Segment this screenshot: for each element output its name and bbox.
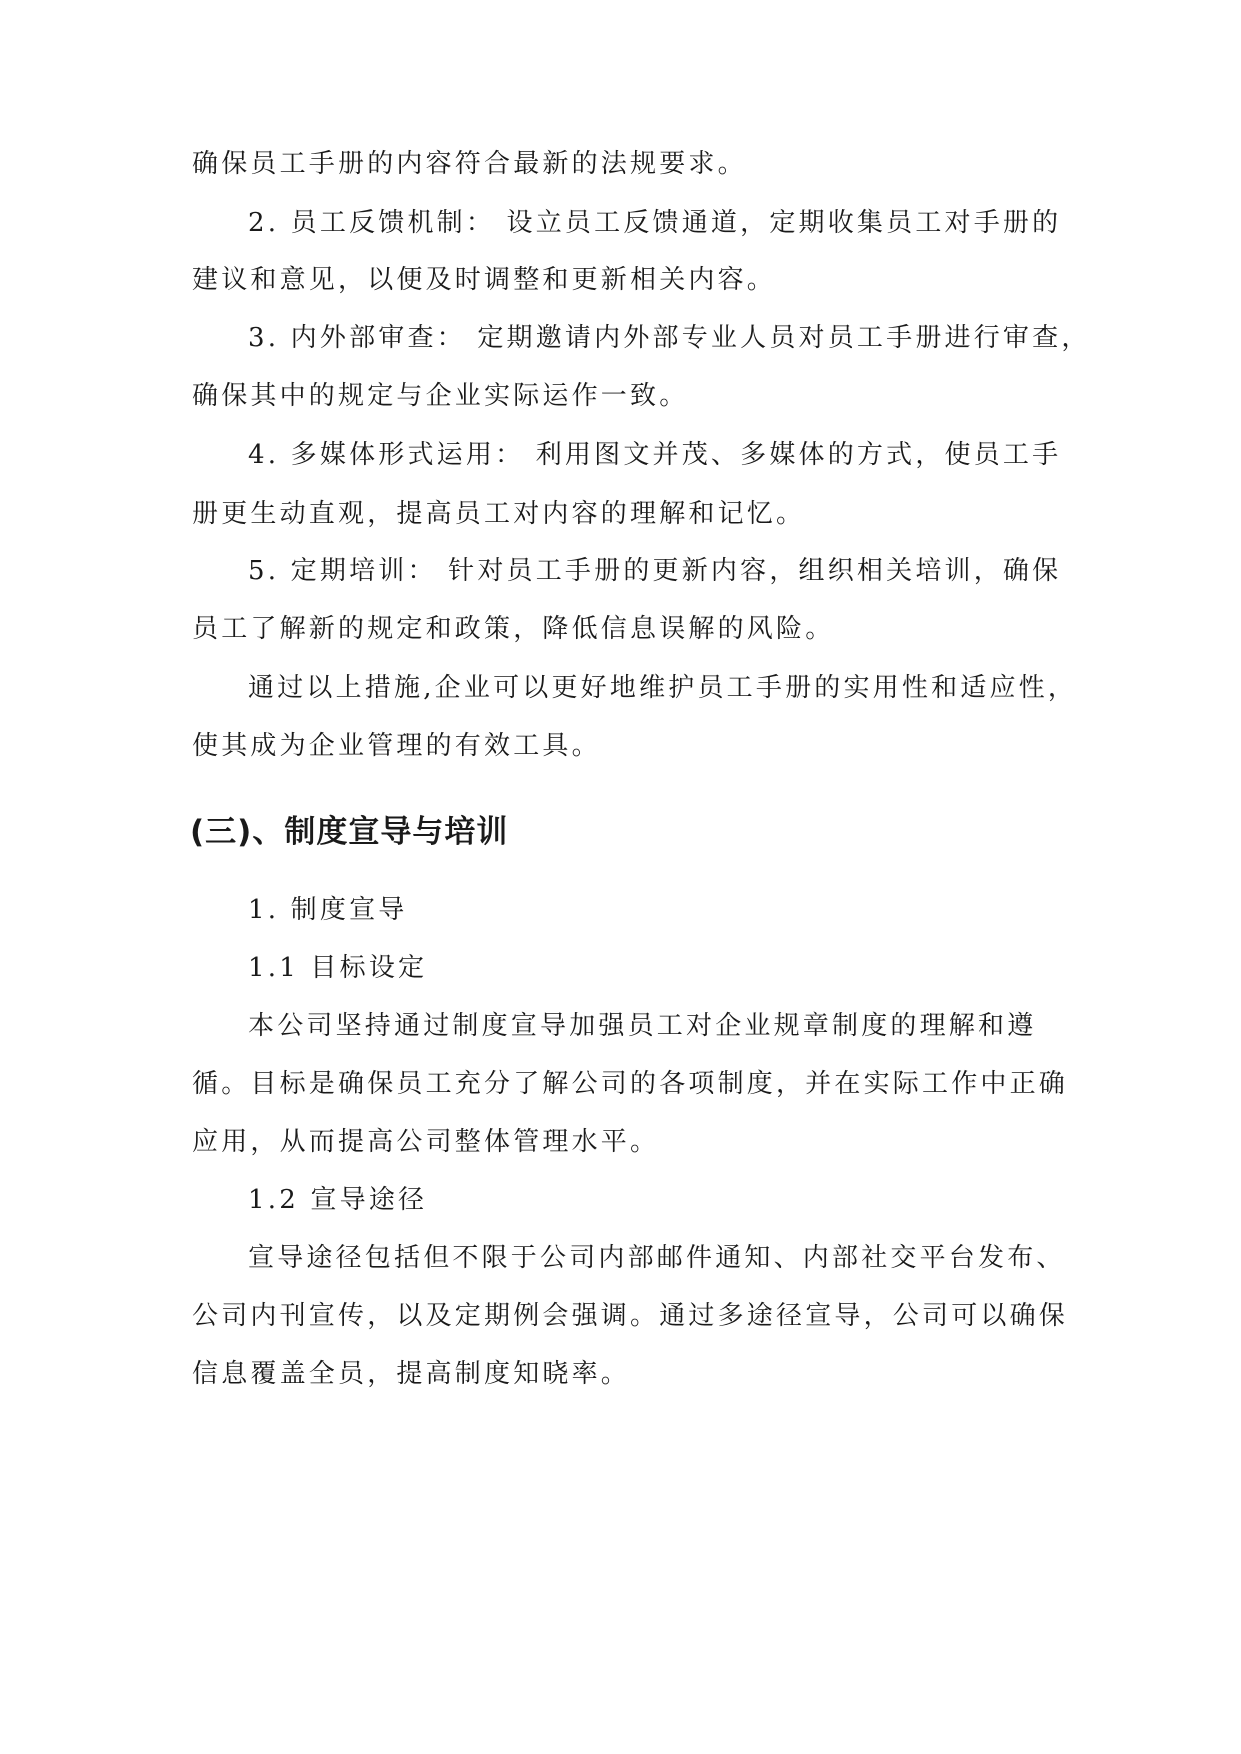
paragraph-line: 公司内刊宣传，以及定期例会强调。通过多途径宣导，公司可以确保 xyxy=(192,1301,1069,1331)
section-heading: (三)、制度宣导与培训 xyxy=(190,814,509,850)
list-item-5-line-1: 5. 定期培训： 针对员工手册的更新内容，组织相关培训，确保 xyxy=(248,556,1062,586)
list-item-2-line-1: 2. 员工反馈机制： 设立员工反馈通道，定期收集员工对手册的 xyxy=(248,208,1062,238)
paragraph-line: 循。目标是确保员工充分了解公司的各项制度，并在实际工作中正确 xyxy=(192,1069,1069,1099)
paragraph-line: 宣导途径包括但不限于公司内部邮件通知、内部社交平台发布、 xyxy=(248,1243,1066,1273)
paragraph-line: 本公司坚持通过制度宣导加强员工对企业规章制度的理解和遵 xyxy=(248,1011,1037,1041)
list-item-2-line-2: 建议和意见，以便及时调整和更新相关内容。 xyxy=(192,265,777,295)
list-item-4-line-2: 册更生动直观，提高员工对内容的理解和记忆。 xyxy=(192,499,806,529)
list-item-3-line-1: 3. 内外部审查： 定期邀请内外部专业人员对员工手册进行审查， xyxy=(248,323,1091,353)
subsection-title-1-2: 1.2 宣导途径 xyxy=(248,1185,428,1215)
list-item-3-line-2: 确保其中的规定与企业实际运作一致。 xyxy=(192,381,689,411)
list-item-5-line-2: 员工了解新的规定和政策，降低信息误解的风险。 xyxy=(192,614,835,644)
paragraph-line: 应用，从而提高公司整体管理水平。 xyxy=(192,1127,660,1157)
paragraph-line: 确保员工手册的内容符合最新的法规要求。 xyxy=(192,149,747,179)
subsection-title-1: 1. 制度宣导 xyxy=(248,895,408,925)
paragraph-line: 信息覆盖全员，提高制度知晓率。 xyxy=(192,1359,631,1389)
list-item-4-line-1: 4. 多媒体形式运用： 利用图文并茂、多媒体的方式，使员工手 xyxy=(248,440,1062,470)
summary-line-2: 使其成为企业管理的有效工具。 xyxy=(192,731,601,761)
subsection-title-1-1: 1.1 目标设定 xyxy=(248,953,428,983)
summary-line-1: 通过以上措施,企业可以更好地维护员工手册的实用性和适应性， xyxy=(248,673,1078,703)
